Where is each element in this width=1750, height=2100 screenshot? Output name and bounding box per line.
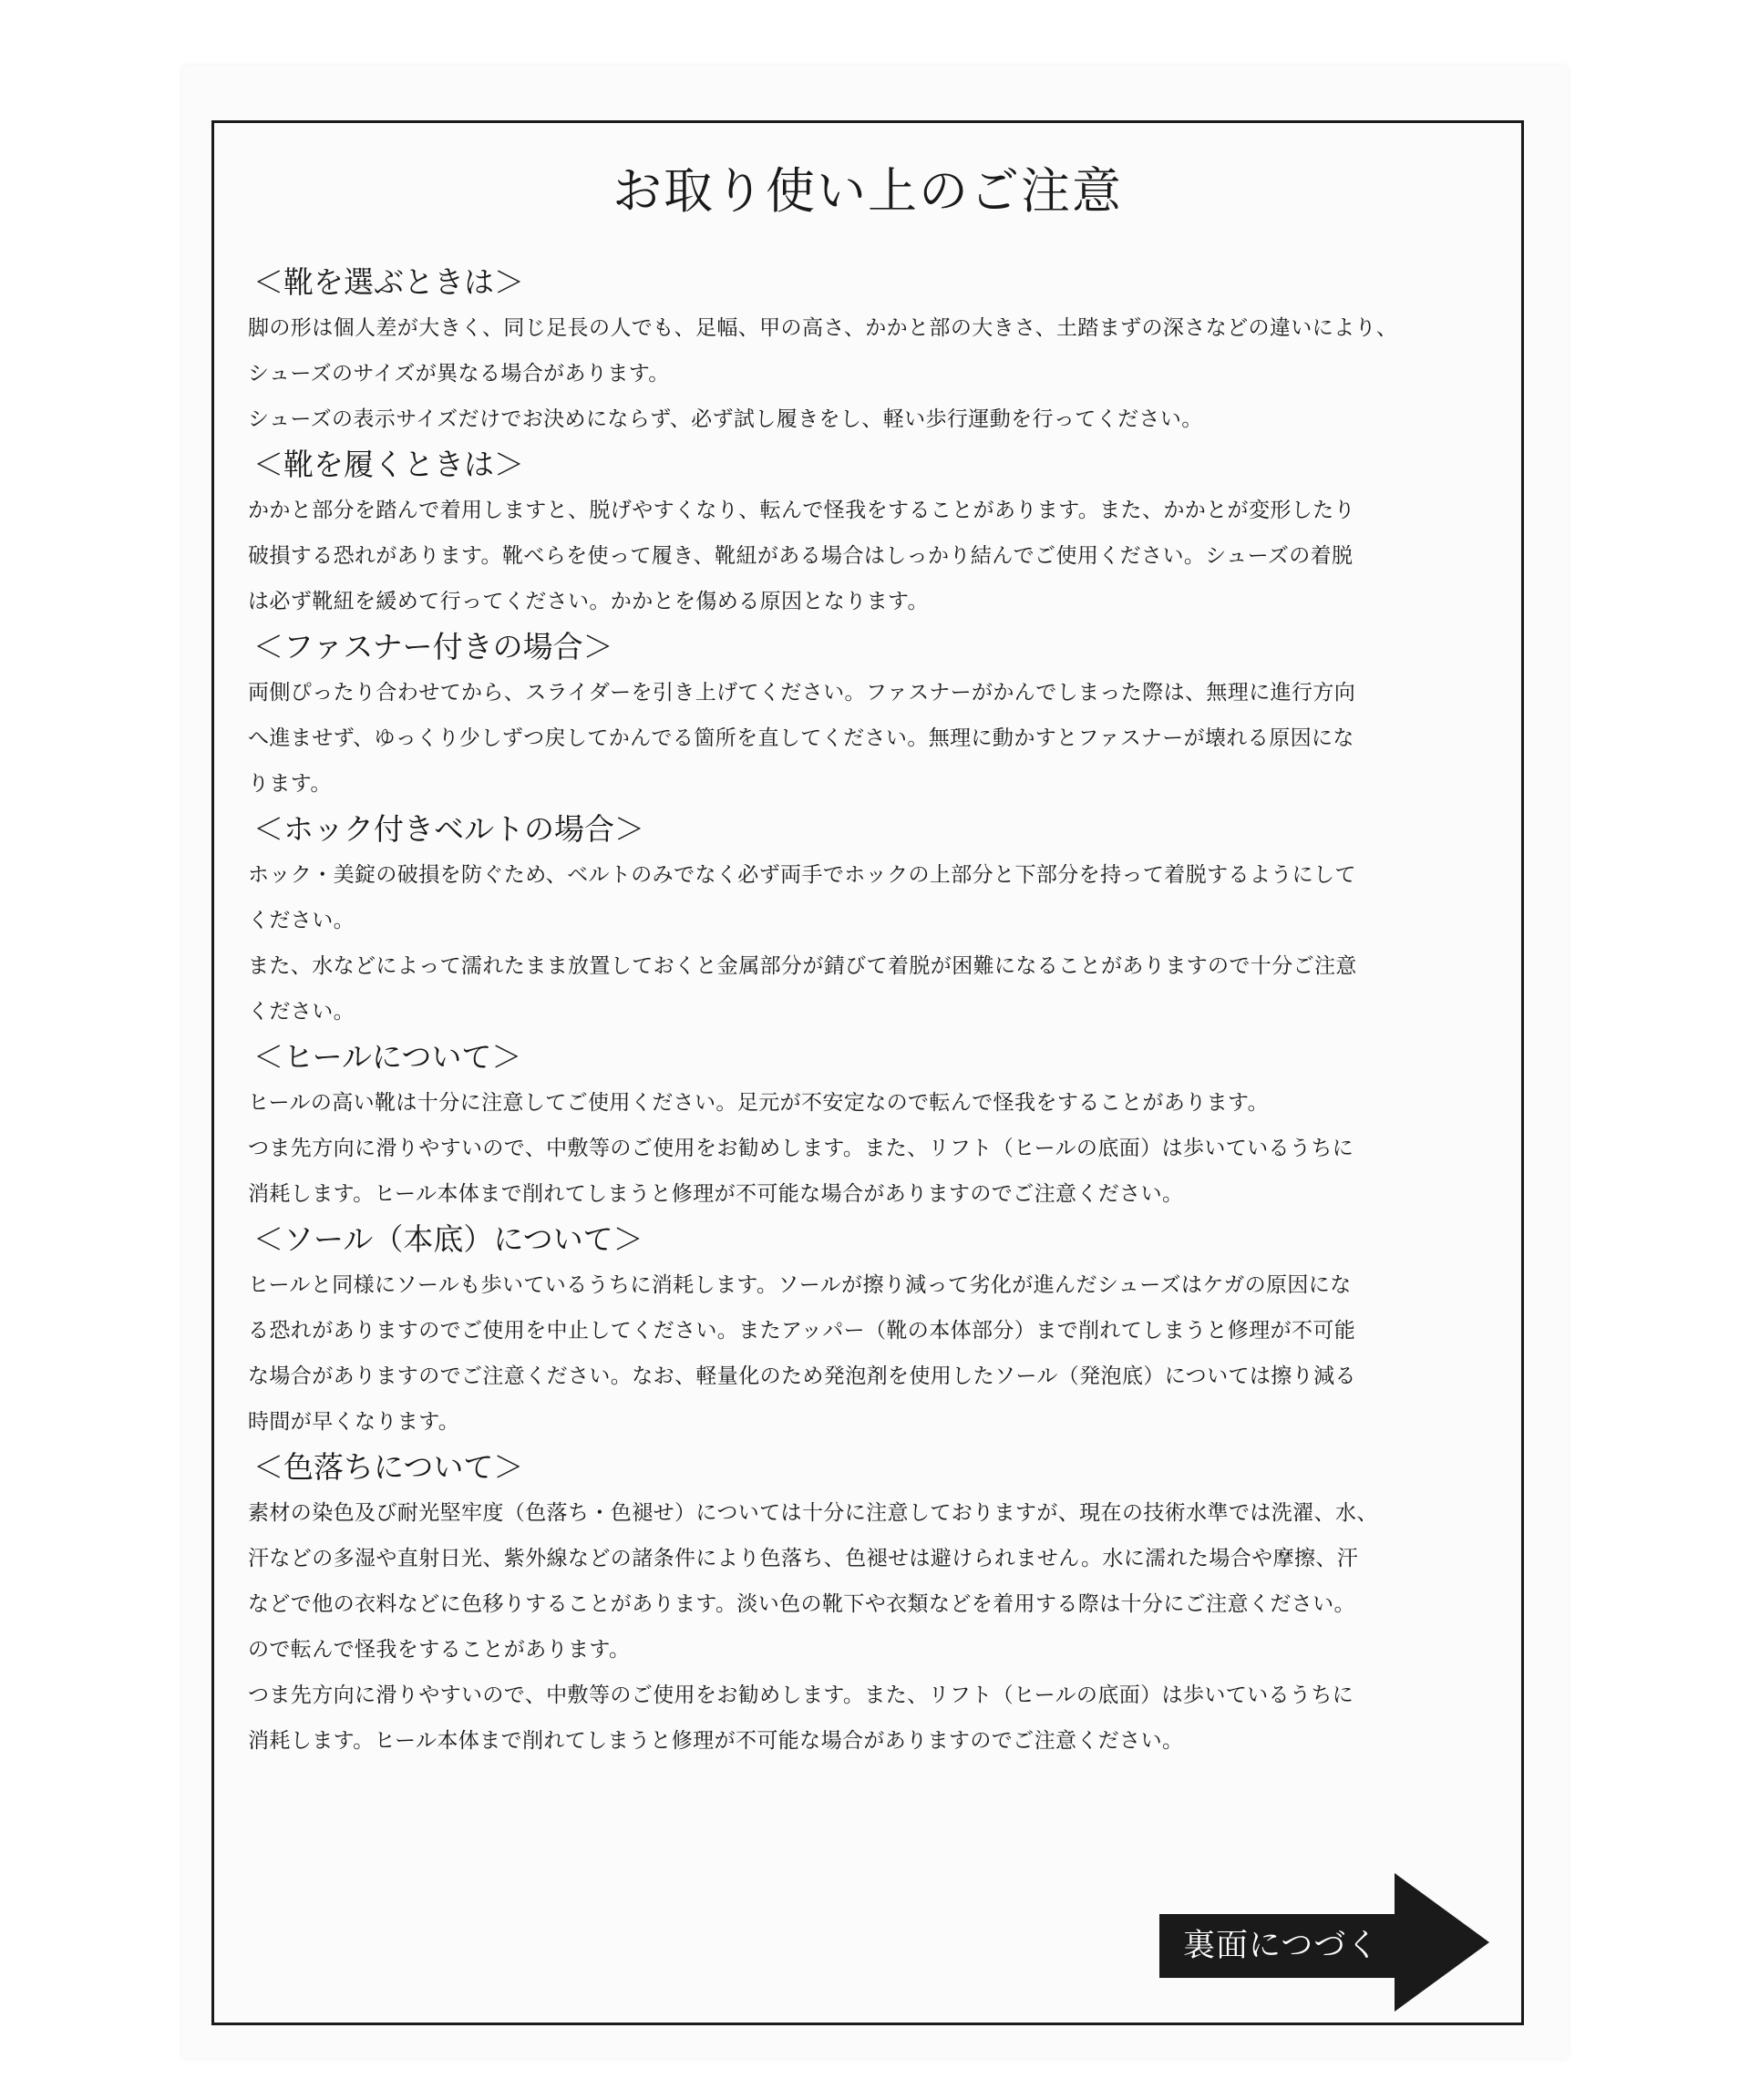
section-line: ヒールと同様にソールも歩いているうちに消耗します。ソールが擦り減って劣化が進んだシューズはケガの原因にな	[248, 1273, 1352, 1297]
section-line: 消耗します。ヒール本体まで削れてしまうと修理が不可能な場合がありますのでご注意ください。	[248, 1729, 1184, 1753]
section-line: 消耗します。ヒール本体まで削れてしまうと修理が不可能な場合がありますのでご注意ください。	[248, 1182, 1184, 1206]
section-line: また、水などによって濡れたまま放置しておくと金属部分が錆びて着脱が困難になることがありますので十分ご注意	[248, 954, 1357, 978]
section-line: ヒールの高い靴は十分に注意してご使用ください。足元が不安定なので転んで怪我をすることがあります。	[248, 1091, 1269, 1115]
section-line: は必ず靴紐を緩めて行ってください。かかとを傷める原因となります。	[248, 590, 929, 613]
section-line: などで他の衣料などに色移りすることがあります。淡い色の靴下や衣類などを着用する際は十分にご注意ください。	[248, 1592, 1355, 1616]
section-heading: ＜ホック付きベルトの場合＞	[253, 811, 644, 847]
section-line: つま先方向に滑りやすいので、中敷等のご使用をお勧めします。また、リフト（ヒールの底面）は歩いているうちに	[248, 1683, 1354, 1707]
section-line: ので転んで怪我をすることがあります。	[248, 1638, 631, 1662]
section-line: 汗などの多湿や直射日光、紫外線などの諸条件により色落ち、色褪せは避けられません。水に濡れた場合や摩擦、汗	[248, 1547, 1359, 1570]
section-line: かかと部分を踏んで着用しますと、脱げやすくなり、転んで怪我をすることがあります。また、かかとが変形したり	[248, 499, 1355, 522]
section-line: へ進ませず、ゆっくり少しずつ戻してかんでる箇所を直してください。無理に動かすとファスナーが壊れる原因にな	[248, 726, 1354, 750]
section-line: 破損する恐れがあります。靴べらを使って履き、靴紐がある場合はしっかり結んでご使用ください。シューズの着脱	[248, 544, 1354, 568]
section-line: 両側ぴったり合わせてから、スライダーを引き上げてください。ファスナーがかんでしまった際は、無理に進行方向	[248, 681, 1356, 705]
section-line: る恐れがありますのでご使用を中止してください。またアッパー（靴の本体部分）まで削れてしまうと修理が不可能	[248, 1319, 1356, 1343]
section-line: な場合がありますのでご注意ください。なお、軽量化のため発泡剤を使用したソール（発泡底）については擦り減る	[248, 1364, 1356, 1388]
section-heading: ＜ヒールについて＞	[253, 1039, 522, 1075]
section-hook-belt	[248, 807, 1497, 1035]
section-heading: ＜ファスナー付きの場合＞	[253, 629, 613, 664]
section-heel	[248, 1035, 1497, 1217]
continue-on-back-label: 裏面につづく	[1159, 1914, 1396, 1978]
section-zipper	[248, 624, 1497, 807]
section-line: つま先方向に滑りやすいので、中敷等のご使用をお勧めします。また、リフト（ヒールの底面）は歩いているうちに	[248, 1137, 1354, 1160]
section-line: シューズのサイズが異なる場合があります。	[248, 362, 670, 386]
section-choosing	[248, 260, 1497, 442]
section-line: シューズの表示サイズだけでお決めにならず、必ず試し履きをし、軽い歩行運動を行ってください。	[248, 407, 1203, 431]
section-color-fading	[248, 1445, 1497, 1764]
section-heading: ＜靴を選ぶときは＞	[253, 264, 524, 300]
section-sole	[248, 1217, 1497, 1445]
section-line: 時間が早くなります。	[248, 1410, 460, 1434]
section-line: 素材の染色及び耐光堅牢度（色落ち・色褪せ）については十分に注意しておりますが、現在の技術水準では洗濯、水、	[248, 1501, 1378, 1525]
section-heading: ＜色落ちについて＞	[253, 1449, 524, 1485]
page-title: お取り使い上のご注意	[612, 162, 1123, 220]
section-line: ります。	[248, 772, 332, 796]
section-line: 脚の形は個人差が大きく、同じ足長の人でも、足幅、甲の高さ、かかと部の大きさ、土踏まずの深さなどの違いにより、	[248, 316, 1398, 340]
section-line: ください。	[248, 909, 355, 932]
section-heading: ＜靴を履くときは＞	[253, 447, 524, 482]
section-wearing	[248, 442, 1497, 624]
notice-content	[248, 260, 1497, 1764]
section-line: ください。	[248, 1000, 355, 1024]
arrow-right-icon	[1395, 1873, 1489, 2012]
section-heading: ＜ソール（本底）について＞	[253, 1221, 643, 1257]
section-line: ホック・美錠の破損を防ぐため、ベルトのみでなく必ず両手でホックの上部分と下部分を持って着脱するようにして	[248, 863, 1356, 887]
